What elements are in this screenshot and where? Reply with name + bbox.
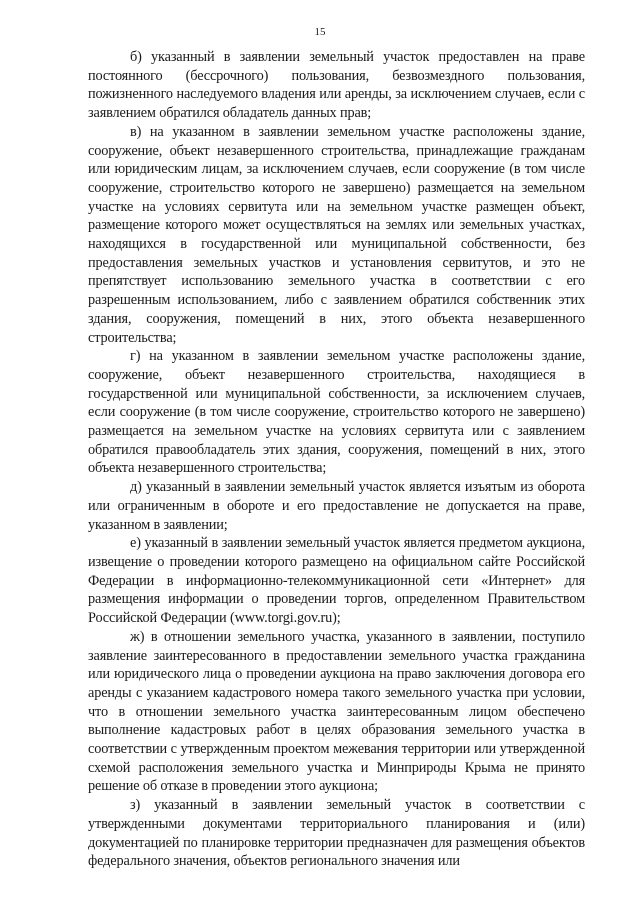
page-number: 15 <box>314 26 326 38</box>
paragraph-z: з) указанный в заявлении земельный участок в соответствии с утвержденными документами территориального планирования и (или) документацией по планировке территории предназначен для размещения объектов федерального значения, объектов регионального значения или <box>88 797 585 870</box>
paragraph-d: д) указанный в заявлении земельный участок является изъятым из оборота или ограниченным в обороте и его предоставление не допускается на праве, указанном в заявлении; <box>88 479 585 533</box>
paragraph-b: б) указанный в заявлении земельный участок предоставлен на праве постоянного (бессрочного) пользования, безвозмездного пользования, пожизненного наследуемого владения или аренды, за исключением случаев, если с заявлением обратился обладатель данных прав; <box>88 49 585 122</box>
paragraph-g: г) на указанном в заявлении земельном участке расположены здание, сооружение, объект незавершенного строительства, находящиеся в государственной или муниципальной собственности, за исключением случаев, если сооружение (в том числе сооружение, строительство которого не завершено) размещается на земельном участке на условиях сервитута или с заявлением обратился правообладатель этих здания, сооружения, помещений в них, этого объекта незавершенного строительства; <box>88 348 585 477</box>
paragraph-e: е) указанный в заявлении земельный участок является предметом аукциона, извещение о проведении которого размещено на официальном сайте Российской Федерации в информационно-телекоммуникационной сети «Интернет» для размещения информации о проведении торгов, определенном Правительством Российской Федерации (www.torgi.gov.ru); <box>88 535 585 627</box>
paragraph-zh: ж) в отношении земельного участка, указанного в заявлении, поступило заявление заинтересованного в предоставлении земельного участка гражданина или юридического лица о проведении аукциона на право заключения договора его аренды с указанием кадастрового номера такого земельного участка при условии, что в отношении земельного участка заинтересованным лицом обеспечено выполнение кадастровых работ в целях образования земельного участка в соответствии с утвержденным проектом межевания территории или утвержденной схемой расположения земельного участка и Минприроды Крыма не принято решение об отказе в проведении этого аукциона; <box>88 628 585 795</box>
paragraph-v: в) на указанном в заявлении земельном участке расположены здание, сооружение, объект незавершенного строительства, принадлежащие гражданам или юридическим лицам, за исключением случаев, если сооружение (в том числе сооружение, строительство которого не завершено) размещается на земельном участке на условиях сервитута или на земельном участке размещен объект, размещение которого может осуществляться на землях или земельных участках, находящихся в государственной или муниципальной собственности, без предоставления земельных участков и установления сервитутов, и это не препятствует использованию земельного участка в соответствии с его разрешенным использованием, либо с заявлением обратился собственник этих здания, сооружения, помещений в них, этого объекта незавершенного строительства; <box>88 123 585 346</box>
document-body <box>88 48 585 871</box>
